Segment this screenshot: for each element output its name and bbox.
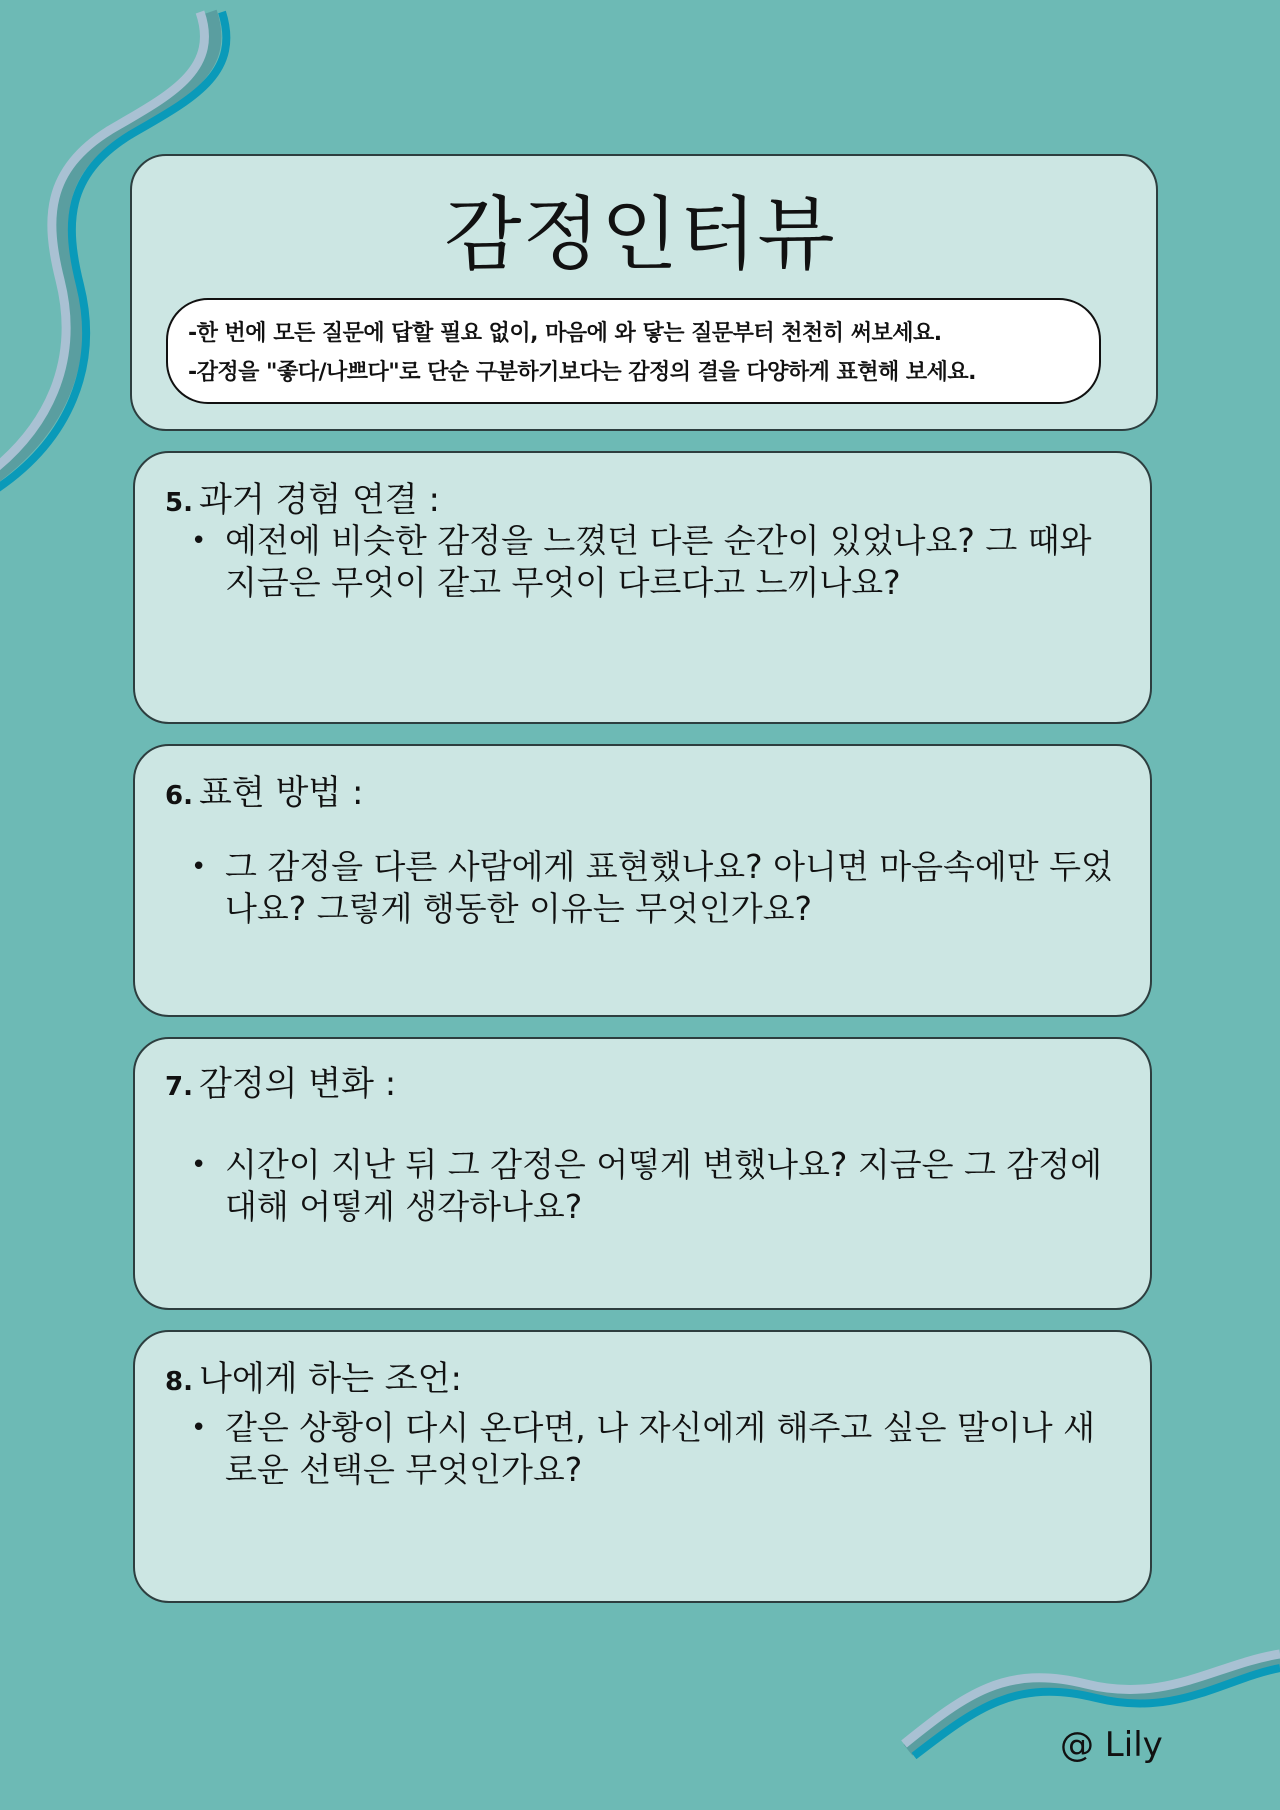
question-card — [133, 744, 1152, 1017]
question-title: 감정의 변화 : — [198, 1064, 397, 1104]
question-body — [191, 520, 1115, 604]
question-text: 시간이 지난 뒤 그 감정은 어떻게 변했나요? 지금은 그 감정에 대해 어떻게 생각하나요? — [225, 1145, 1102, 1226]
wave-decoration-bottom-right — [900, 1640, 1280, 1790]
question-number: 8. — [165, 1367, 193, 1397]
question-card — [133, 1037, 1152, 1310]
author-credit: @ Lily — [1060, 1725, 1163, 1765]
bullet-icon: • — [191, 852, 207, 882]
instructions-box — [166, 298, 1101, 404]
question-card — [133, 1330, 1152, 1603]
question-heading — [165, 1064, 397, 1104]
question-title: 표현 방법 : — [198, 773, 364, 813]
question-body — [191, 1144, 1115, 1228]
question-body — [191, 1407, 1115, 1491]
question-title: 과거 경험 연결 : — [198, 480, 440, 520]
question-heading — [165, 1359, 462, 1399]
question-text: 같은 상황이 다시 온다면, 나 자신에게 해주고 싶은 말이나 새로운 선택은 무엇인가요? — [225, 1408, 1095, 1489]
question-card — [133, 451, 1152, 724]
question-body — [191, 846, 1115, 930]
page-title: 감정인터뷰 — [444, 188, 836, 281]
bullet-icon: • — [191, 1413, 207, 1443]
instruction-line: -한 번에 모든 질문에 답할 필요 없이, 마음에 와 닿는 질문부터 천천히 써보세요. — [188, 321, 942, 346]
bullet-icon: • — [191, 526, 207, 556]
question-text: 그 감정을 다른 사람에게 표현했나요? 아니면 마음속에만 두었나요? 그렇게 행동한 이유는 무엇인가요? — [225, 847, 1113, 928]
instruction-line: -감정을 "좋다/나쁘다"로 단순 구분하기보다는 감정의 결을 다양하게 표현해 보세요. — [188, 360, 977, 385]
question-number: 7. — [165, 1072, 193, 1102]
question-title: 나에게 하는 조언: — [198, 1359, 462, 1399]
bullet-icon: • — [191, 1150, 207, 1180]
question-heading — [165, 480, 440, 520]
question-number: 6. — [165, 781, 193, 811]
question-heading — [165, 773, 364, 813]
question-number: 5. — [165, 488, 193, 518]
question-text: 예전에 비슷한 감정을 느꼈던 다른 순간이 있었나요? 그 때와 지금은 무엇이 같고 무엇이 다르다고 느끼나요? — [225, 521, 1092, 602]
